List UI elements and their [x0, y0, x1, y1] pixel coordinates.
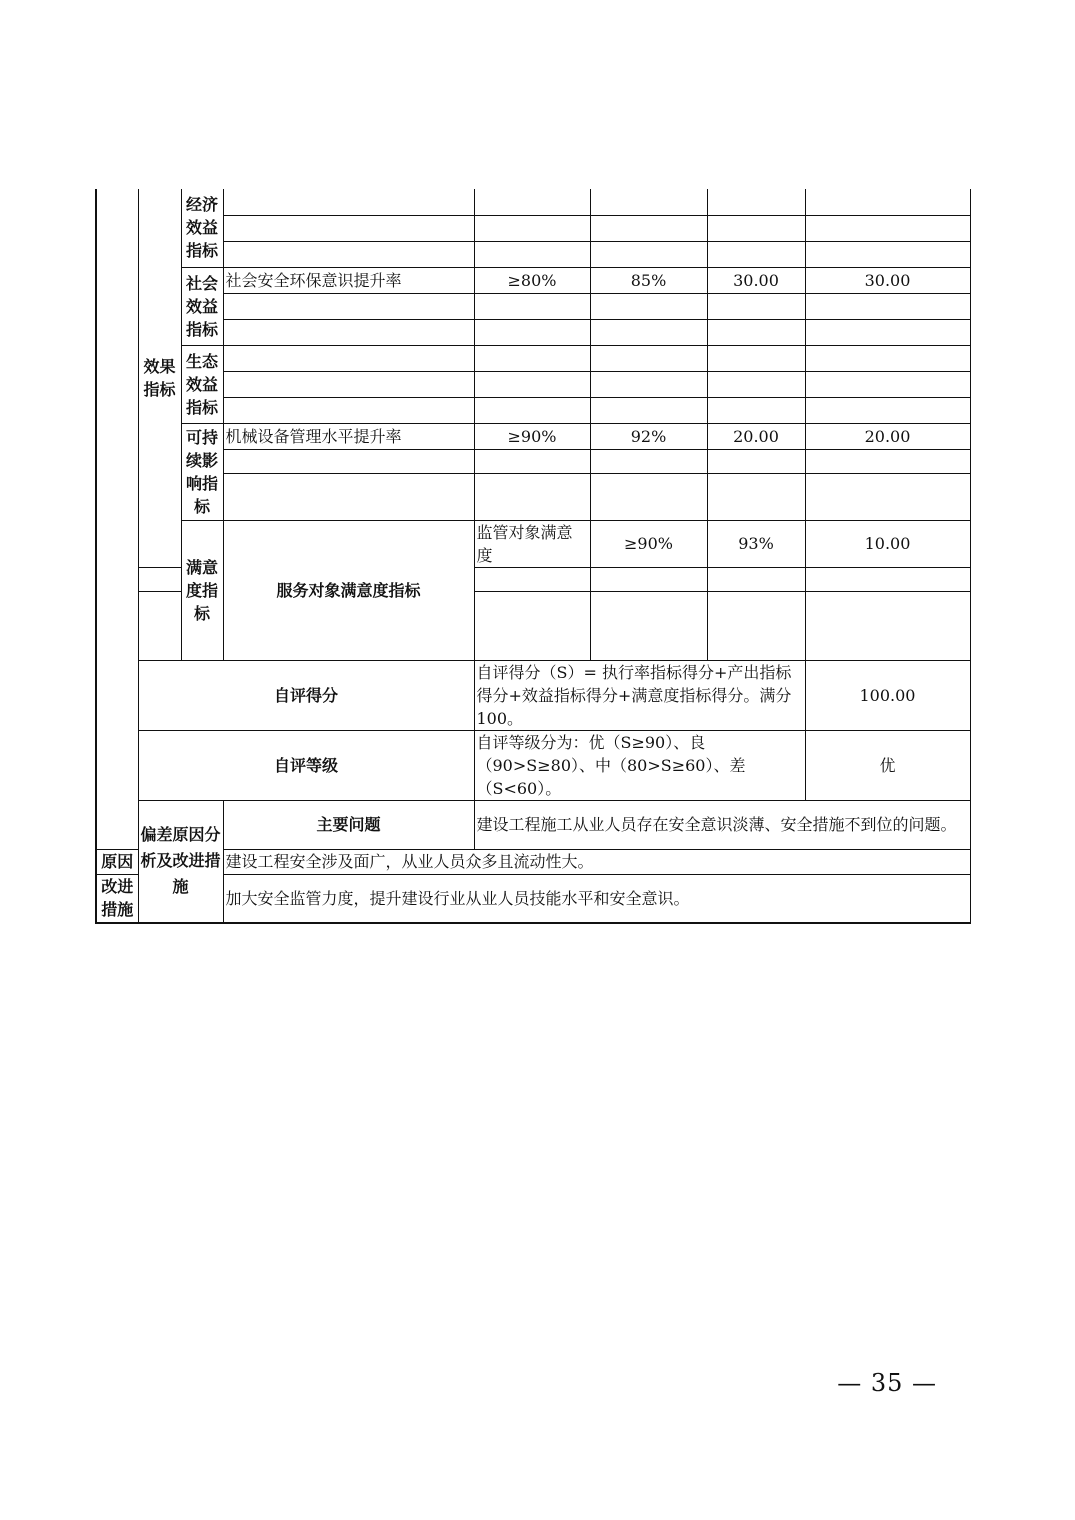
reason-label: 原因	[96, 849, 138, 874]
table-cell	[474, 293, 590, 319]
table-cell	[474, 591, 590, 660]
table-cell	[707, 293, 805, 319]
table-cell	[474, 567, 590, 591]
table-cell	[138, 591, 181, 660]
outer-blank-cell	[96, 189, 138, 849]
table-cell	[590, 241, 707, 267]
table-cell	[474, 449, 590, 473]
effect-indicator-label: 效果指标	[138, 189, 181, 567]
sustainable-impact-label: 可持续影响指标	[181, 423, 223, 520]
reason-text: 建设工程安全涉及面广，从业人员众多且流动性大。	[223, 849, 970, 874]
satisfaction-indicator-label: 满意度指标	[181, 520, 223, 660]
indicator-target: ≥90%	[474, 423, 590, 449]
table-cell	[223, 189, 474, 215]
table-cell	[707, 397, 805, 423]
table-cell	[805, 567, 970, 591]
table-cell	[474, 345, 590, 371]
table-cell	[590, 215, 707, 241]
table-cell	[805, 449, 970, 473]
table-cell	[590, 345, 707, 371]
table-cell	[707, 215, 805, 241]
table-cell	[590, 473, 707, 520]
ecological-benefit-label: 生态效益指标	[181, 345, 223, 423]
table-cell	[707, 449, 805, 473]
table-cell	[138, 567, 181, 591]
table-cell	[474, 215, 590, 241]
table-cell	[707, 241, 805, 267]
self-grade-description: 自评等级分为：优（S≥90）、良（90>S≥80）、中（80>S≥60）、差（S<60）。	[474, 730, 805, 800]
self-score-weight: 100.00	[805, 660, 970, 730]
self-grade-label: 自评等级	[138, 730, 474, 800]
table-cell	[590, 189, 707, 215]
deviation-analysis-label: 偏差原因分析及改进措施	[138, 800, 223, 923]
table-cell	[805, 371, 970, 397]
table-cell	[474, 397, 590, 423]
table-cell	[590, 293, 707, 319]
table-cell	[223, 449, 474, 473]
table-cell	[805, 319, 970, 345]
table-cell	[590, 397, 707, 423]
table-cell	[707, 371, 805, 397]
indicator-actual: 85%	[590, 267, 707, 293]
table-cell	[223, 215, 474, 241]
main-problem-label: 主要问题	[223, 800, 474, 849]
self-score-label: 自评得分	[138, 660, 474, 730]
indicator-weight: 20.00	[707, 423, 805, 449]
indicator-name: 机械设备管理水平提升率	[223, 423, 474, 449]
table-cell	[590, 567, 707, 591]
table-cell	[707, 591, 805, 660]
table-cell	[223, 319, 474, 345]
table-cell	[707, 567, 805, 591]
table-cell	[707, 473, 805, 520]
indicator-target: ≥90%	[590, 520, 707, 567]
indicator-weight: 10.00	[805, 520, 970, 567]
indicator-name: 监管对象满意度	[474, 520, 590, 567]
table-cell	[223, 241, 474, 267]
table-cell	[223, 293, 474, 319]
table-cell	[805, 215, 970, 241]
economic-benefit-label: 经济效益指标	[181, 189, 223, 267]
indicator-weight: 30.00	[707, 267, 805, 293]
table-cell	[474, 371, 590, 397]
performance-evaluation-table	[95, 189, 971, 924]
table-cell	[474, 189, 590, 215]
table-cell	[707, 189, 805, 215]
table-cell	[474, 319, 590, 345]
table-cell	[223, 473, 474, 520]
table-cell	[223, 397, 474, 423]
table-cell	[805, 189, 970, 215]
table-cell	[474, 473, 590, 520]
social-benefit-label: 社会效益指标	[181, 267, 223, 345]
table-cell	[590, 371, 707, 397]
table-cell	[223, 345, 474, 371]
table-cell	[223, 371, 474, 397]
indicator-actual: 92%	[590, 423, 707, 449]
service-satisfaction-label: 服务对象满意度指标	[223, 520, 474, 660]
table-cell	[474, 241, 590, 267]
page-number: — 35 —	[837, 1369, 937, 1397]
improvement-label: 改进措施	[96, 874, 138, 923]
improvement-text: 加大安全监管力度，提升建设行业从业人员技能水平和安全意识。	[223, 874, 970, 923]
table-cell	[590, 449, 707, 473]
table-cell	[805, 241, 970, 267]
indicator-target: ≥80%	[474, 267, 590, 293]
table-cell	[805, 293, 970, 319]
self-grade-value: 优	[805, 730, 970, 800]
table-cell	[590, 591, 707, 660]
indicator-score: 30.00	[805, 267, 970, 293]
indicator-score: 20.00	[805, 423, 970, 449]
table-cell	[805, 397, 970, 423]
indicator-name: 社会安全环保意识提升率	[223, 267, 474, 293]
table-cell	[805, 345, 970, 371]
table-cell	[707, 319, 805, 345]
table-cell	[590, 319, 707, 345]
main-problem-text: 建设工程施工从业人员存在安全意识淡薄、安全措施不到位的问题。	[474, 800, 970, 849]
table-cell	[707, 345, 805, 371]
indicator-actual: 93%	[707, 520, 805, 567]
table-cell	[805, 473, 970, 520]
table-cell	[805, 591, 970, 660]
self-score-description: 自评得分（S）= 执行率指标得分+产出指标得分+效益指标得分+满意度指标得分。满分 100。	[474, 660, 805, 730]
